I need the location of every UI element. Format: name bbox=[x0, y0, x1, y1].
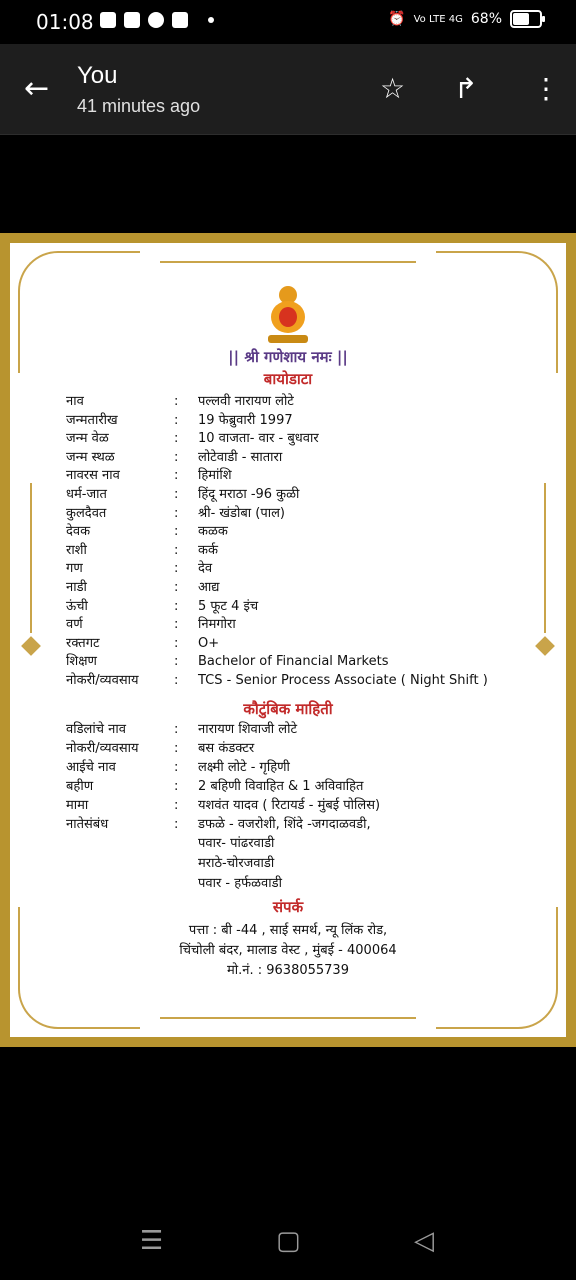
personal-label: नाडी bbox=[66, 580, 87, 595]
separator-colon: : bbox=[174, 468, 179, 484]
separator-colon: : bbox=[174, 617, 179, 633]
forward-icon[interactable]: ↱ bbox=[454, 72, 478, 105]
personal-value: कर्क bbox=[198, 542, 218, 558]
phone-number: मो.नं. : 9638055739 bbox=[227, 963, 349, 978]
system-nav-bar bbox=[0, 1200, 576, 1280]
invocation: || श्री गणेशाय नमः || bbox=[228, 348, 348, 366]
personal-value: लोटेवाडी - सातारा bbox=[198, 449, 283, 465]
biodata-image[interactable] bbox=[0, 233, 576, 1047]
personal-value: देव bbox=[198, 561, 213, 577]
separator-colon: : bbox=[174, 561, 179, 577]
family-label: आईचे नाव bbox=[66, 760, 116, 775]
home-icon[interactable]: ▢ bbox=[276, 1226, 301, 1256]
separator-colon: : bbox=[174, 817, 179, 832]
family-label: मामा bbox=[66, 798, 89, 813]
relation-line: पवार- पांढरवाडी bbox=[198, 836, 275, 851]
personal-label: ऊंची bbox=[66, 598, 88, 614]
personal-label: देवक bbox=[66, 524, 91, 540]
sent-time: 41 minutes ago bbox=[77, 96, 201, 116]
personal-value: Bachelor of Financial Markets bbox=[198, 654, 389, 670]
more-notifications-icon bbox=[208, 17, 214, 23]
separator-colon: : bbox=[174, 741, 179, 756]
personal-label: जन्म वेळ bbox=[66, 431, 109, 447]
personal-value: हिंदू मराठा -96 कुळी bbox=[198, 487, 300, 502]
separator-colon: : bbox=[174, 722, 179, 737]
personal-label: नोकरी/व्यवसाय bbox=[66, 673, 139, 688]
personal-label: जन्मतारीख bbox=[66, 412, 118, 428]
status-bar bbox=[0, 0, 576, 44]
network-label: Vo LTE 4G bbox=[413, 13, 463, 25]
personal-value: आद्य bbox=[198, 580, 220, 595]
back-nav-icon[interactable]: ◁ bbox=[414, 1226, 434, 1256]
separator-colon: : bbox=[174, 673, 179, 688]
separator-colon: : bbox=[174, 524, 179, 540]
personal-value: पल्लवी नारायण लोटे bbox=[198, 394, 294, 409]
notes-icon bbox=[100, 12, 116, 28]
personal-value: 10 वाजता- वार - बुधवार bbox=[198, 431, 319, 447]
separator-colon: : bbox=[174, 779, 179, 794]
alarm-icon: ⏰ bbox=[388, 11, 406, 27]
personal-label: जन्म स्थळ bbox=[66, 449, 115, 465]
status-time: 01:08 bbox=[36, 10, 94, 34]
personal-value: निमगोरा bbox=[198, 617, 236, 633]
separator-colon: : bbox=[174, 431, 179, 447]
battery-percent: 68% bbox=[470, 11, 502, 27]
address-line-1: पत्ता : बी -44 , साई समर्थ, न्यू लिंक रोड, bbox=[188, 923, 388, 938]
app-a-icon bbox=[148, 12, 164, 28]
family-value: 2 बहिणी विवाहित & 1 अविवाहित bbox=[198, 779, 364, 794]
separator-colon: : bbox=[174, 580, 179, 595]
sender-title: You bbox=[77, 62, 118, 89]
personal-value: 5 फूट 4 इंच bbox=[198, 598, 259, 614]
youtube-icon bbox=[172, 12, 188, 28]
personal-label: रक्तगट bbox=[66, 635, 100, 651]
separator-colon: : bbox=[174, 654, 179, 670]
personal-label: कुलदैवत bbox=[66, 505, 107, 521]
biodata-paper bbox=[10, 243, 566, 1037]
biodata-document bbox=[10, 243, 566, 1037]
separator-colon: : bbox=[174, 412, 179, 428]
personal-label: गण bbox=[66, 561, 83, 577]
personal-value: TCS - Senior Process Associate ( Night Shift ) bbox=[198, 673, 488, 688]
personal-label: नावरस नाव bbox=[66, 468, 120, 484]
address-line-2: चिंचोली बंदर, मालाड वेस्ट , मुंबई - 400064 bbox=[179, 943, 397, 958]
notification-icons bbox=[100, 12, 214, 28]
family-label: नातेसंबंध bbox=[66, 817, 109, 832]
battery-icon bbox=[510, 10, 542, 28]
recent-apps-icon[interactable]: ☰ bbox=[140, 1226, 164, 1256]
separator-colon: : bbox=[174, 505, 179, 521]
family-value: डफळे - वजरोशी, शिंदे -जगदाळवडी, bbox=[198, 817, 371, 832]
personal-label: वर्ण bbox=[66, 617, 83, 633]
personal-value: कळक bbox=[198, 524, 228, 540]
family-heading: कौटुंबिक माहिती bbox=[243, 700, 333, 718]
contact-heading: संपर्क bbox=[272, 898, 304, 916]
separator-colon: : bbox=[174, 449, 179, 465]
personal-value: O+ bbox=[198, 635, 220, 651]
biodata-heading: बायोडाटा bbox=[263, 370, 313, 388]
back-arrow-icon[interactable]: ← bbox=[24, 71, 50, 106]
more-options-icon[interactable]: ⋮ bbox=[532, 72, 560, 105]
family-label: नोकरी/व्यवसाय bbox=[66, 741, 139, 756]
separator-colon: : bbox=[174, 487, 179, 502]
personal-value: श्री- खंडोबा (पाल) bbox=[198, 505, 285, 521]
family-value: लक्ष्मी लोटे - गृहिणी bbox=[198, 760, 290, 775]
personal-value: हिमांशि bbox=[198, 468, 232, 484]
viewer-app-bar bbox=[0, 44, 576, 135]
family-value: नारायण शिवाजी लोटे bbox=[198, 722, 298, 737]
family-value: बस कंडक्टर bbox=[198, 741, 255, 756]
personal-label: धर्म-जात bbox=[66, 487, 107, 502]
relation-line: पवार - हर्फळवाडी bbox=[198, 876, 282, 891]
personal-label: नाव bbox=[66, 394, 84, 409]
status-right bbox=[388, 10, 542, 28]
personal-label: शिक्षण bbox=[66, 654, 97, 670]
separator-colon: : bbox=[174, 598, 179, 614]
instagram-icon bbox=[124, 12, 140, 28]
family-value: यशवंत यादव ( रिटायर्ड - मुंबई पोलिस) bbox=[198, 798, 381, 813]
family-label: वडिलांचे नाव bbox=[66, 722, 126, 737]
personal-label: राशी bbox=[66, 542, 87, 558]
family-label: बहीण bbox=[66, 779, 94, 794]
relation-line: मराठे-चोरजवाडी bbox=[198, 856, 275, 871]
separator-colon: : bbox=[174, 635, 179, 651]
personal-value: 19 फेब्रुवारी 1997 bbox=[198, 412, 293, 428]
separator-colon: : bbox=[174, 542, 179, 558]
separator-colon: : bbox=[174, 394, 179, 409]
separator-colon: : bbox=[174, 760, 179, 775]
separator-colon: : bbox=[174, 798, 179, 813]
star-icon[interactable]: ☆ bbox=[380, 72, 406, 105]
